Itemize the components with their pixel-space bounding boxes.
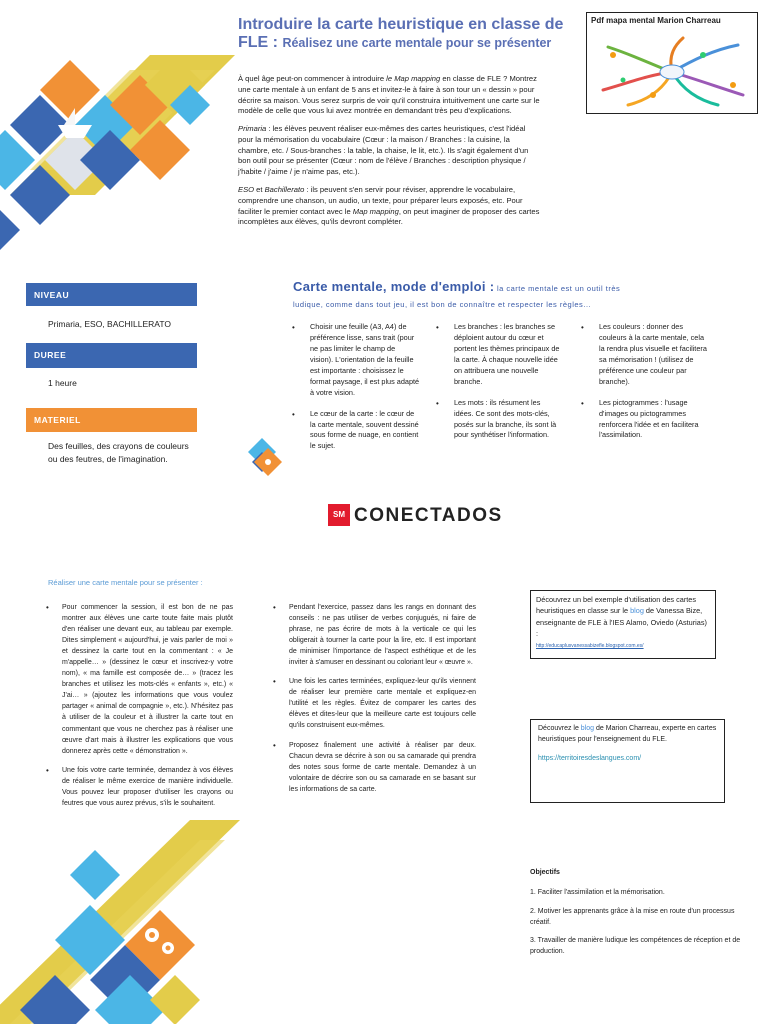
- materiel-value: Des feuilles, des crayons de couleurs ou des feutres, de l'imagination.: [48, 441, 189, 464]
- blog-url-link[interactable]: http://educaplusvanessabizefle.blogspot.com.es/: [536, 643, 644, 650]
- mode-emploi-subtitle: ludique, comme dans tout jeu, il est bon de connaître et respecter les règles…: [293, 300, 592, 309]
- list-item: • Les mots : ils résument les idées. Ce sont des mots-clés, posés sur la branche, ils sont là pour synthétiser l'information.: [434, 398, 560, 442]
- blog-url-link[interactable]: https://territoiresdeslangues.com/: [538, 754, 642, 762]
- activity-heading: Réaliser une carte mentale pour se présenter :: [48, 578, 203, 587]
- duree-header: DUREE: [26, 343, 197, 368]
- small-gear-icon: [265, 459, 271, 465]
- blog-box-vanessa: Découvrez un bel exemple d'utilisation des cartes heuristiques en classe sur le blog de Vanessa Bize, enseignante de FLE à l'IES Alamo, Oviedo (Asturias) : http://educaplusvanessabizefle.blogspot.com.es/: [530, 590, 716, 659]
- niveau-header: NIVEAU: [26, 283, 197, 306]
- pdf-mindmap-box[interactable]: [586, 12, 758, 114]
- blog-link[interactable]: blog: [630, 606, 644, 616]
- mode-emploi-title: Carte mentale, mode d'emploi : la carte mentale est un outil très: [293, 279, 621, 294]
- activity-column-1: [46, 602, 233, 817]
- list-item: • Les pictogrammes : l'usage d'images ou pictogrammes renforcera l'idée et en facilitera l'assimilation.: [579, 398, 709, 442]
- objectifs-section: [530, 868, 744, 966]
- sm-logo-icon: SM: [328, 504, 350, 526]
- blog-link[interactable]: blog: [580, 725, 595, 732]
- intro-text: À quel âge peut-on commencer à introduire le Map mapping en classe de FLE ? Montrez une carte mentale à un enfant de 5 ans et invitez-le à faire à son tour un « dessin » pour décrire sa maison. Vous serez surpris de voir qu'il construira intuitivement une carte sur le modèle de celle que vous lui avez montrée en demandant très peu d'explications. Primaria : les élèves peuvent réaliser eux-mêmes des cartes heuristiques, c'est l'idéal pour la mémorisation du vocabulaire (Cœur : la maison / Branches : la cuisine, la chambre, etc. / Sous-branches : la table, la chaise, le lit, etc.). Ils s'agit également d'un bon outil pour se présenter (Cœur : nom de l'élève / Branches : description physique / j'habite / j'aime / je n'aime pas, etc.). ESO et Bachillerato : ils peuvent s'en servir pour réviser, apprendre le vocabulaire, comprendre une chanson, un audio, un texte, pour préparer leurs exposés, etc. Pour faciliter le premier contact avec le Map mapping, on peut imaginer de proposer des cartes incomplètes aux élèves, qu'ils devront compléter.: [238, 74, 540, 227]
- pdf-link-label[interactable]: Pdf mapa mental Marion Charreau: [591, 16, 721, 25]
- page-title: Introduire la carte heuristique en classe de FLE : Réalisez une carte mentale pour se présenter: [238, 16, 564, 52]
- list-item: • Pour commencer la session, il est bon de ne pas montrer aux élèves une carte toute faite mais plutôt d'en réaliser une devant eux, au tableau par exemple. Dites simplement « aujourd'hui, je vais parler de moi » et dessinez la carte tout en la commentant : « Je m'appelle… » (dessinez le cœur et inscrivez-y votre nom), « ma famille est composée de… » (tracez les branches et utilisez les mots-clés « enfants », etc.) « J'ai… » (ajoutez les informations que vous voulez partager « animal de compagnie », etc.). N'hésitez pas à utiliser de la couleur et à illustrer la carte tout en commentant que vous ne cherchez pas à réaliser une œuvre d'art mais à illustrer les explications que vous donnerez après cette « démonstration ».: [46, 602, 233, 757]
- list-item: • Pendant l'exercice, passez dans les rangs en donnant des conseils : ne pas utiliser de verbes conjugués, ni faire de phrase, ne pas écrire de mots à la verticale ce qui les obligerait à tourner la carte pour la lire, etc. Il est important de minimiser l'importance de l'aspect esthétique et de les inviter à s'amuser en dessinant ou coloriant leur « œuvre ».: [273, 602, 476, 668]
- list-item: 3. Travailler de manière ludique les compétences de réception et de production.: [530, 937, 741, 956]
- rules-column-3: [579, 322, 709, 451]
- logo-name: CONECTADOS: [354, 505, 503, 526]
- list-item: • Choisir une feuille (A3, A4) de préférence lisse, sans trait (pour ne pas limiter le champ de vision). L'orientation de la feuille est importante : choisissez le format paysage, il est plus adapté à votre vision.: [290, 322, 420, 399]
- duree-value: 1 heure: [48, 378, 77, 388]
- niveau-value: Primaria, ESO, BACHILLERATO: [48, 319, 171, 329]
- list-item: • Proposez finalement une activité à réaliser par deux. Chacun devra se décrire à son ou sa camarade qui prendra des notes sous forme de carte mentale. Demandez à un volontaire de décrire son ou sa camarade en se basant sur les informations de sa carte.: [273, 740, 476, 795]
- list-item: 2. Motiver les apprenants grâce à la mise en route d'un processus créatif.: [530, 907, 735, 926]
- mindmap-thumbnail: [593, 35, 751, 109]
- list-item: • Les couleurs : donner des couleurs à la carte mentale, cela la rendra plus visuelle et facilitera sa mémorisation ! (utilisez de préférence une couleur par branche).: [579, 322, 709, 388]
- list-item: • Une fois votre carte terminée, demandez à vos élèves de réaliser le même exercice de manière individuelle. Vous pouvez leur proposer d'utiliser les crayons ou feutres que vous aurez prévus, s'ils le souhaitent.: [46, 765, 233, 809]
- activity-column-2: [273, 602, 476, 803]
- list-item: • Les branches : les branches se déploient autour du cœur et portent les thèmes principaux de la carte. À chaque nouvelle idée on attribuera une nouvelle branche.: [434, 322, 560, 388]
- blog-box-marion: Découvrez le blog de Marion Charreau, experte en cartes heuristiques pour l'enseignement du FLE. https://territoiresdeslangues.com/: [530, 719, 725, 803]
- objectifs-title: Objectifs: [530, 869, 560, 876]
- list-item: 1. Faciliter l'assimilation et la mémorisation.: [530, 888, 665, 896]
- rules-column-2: [434, 322, 560, 451]
- list-item: • Une fois les cartes terminées, expliquez-leur qu'ils viennent de réaliser leur première carte mentale et expliquez-en l'utilité et les règles. Évitez de comparer les cartes des élèves et dites-leur que la meilleure carte est toujours celle qu'ils construisent eux-mêmes.: [273, 676, 476, 731]
- list-item: • Le cœur de la carte : le cœur de la carte mentale, souvent dessiné sous forme de nuage, en contient le sujet.: [290, 409, 420, 453]
- materiel-header: MATERIEL: [26, 408, 197, 432]
- rules-column-1: [290, 322, 420, 462]
